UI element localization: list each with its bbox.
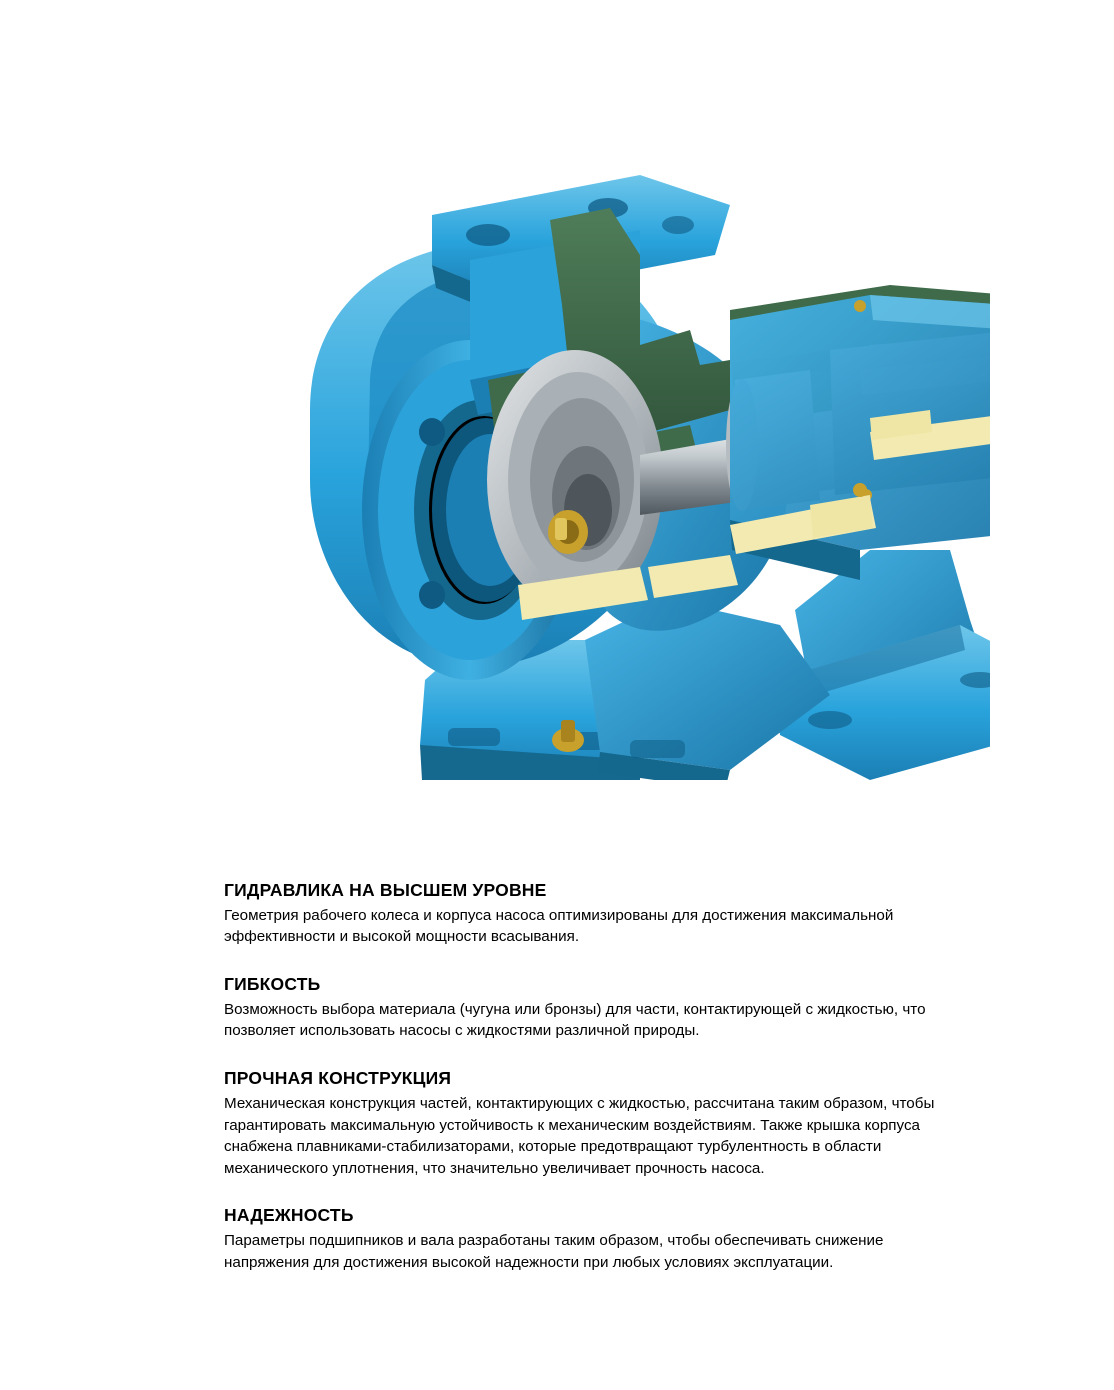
section-title-hydraulics: ГИДРАВЛИКА НА ВЫСШЕМ УРОВНЕ xyxy=(224,880,547,900)
feature-section-construction xyxy=(224,1068,964,1179)
feature-section-reliability xyxy=(224,1205,964,1273)
features-content xyxy=(224,880,964,1273)
section-title-flexibility: ГИБКОСТЬ xyxy=(224,974,321,995)
section-title-construction: ПРОЧНАЯ КОНСТРУКЦИЯ xyxy=(224,1068,452,1089)
feature-section-hydraulics xyxy=(224,880,964,948)
pump-cutaway-drawing xyxy=(170,80,990,780)
feature-section-flexibility xyxy=(224,974,964,1042)
section-title-reliability: НАДЕЖНОСТЬ xyxy=(224,1205,354,1226)
section-body-hydraulics: Геометрия рабочего колеса и корпуса насоса оптимизированы для достижения максимальной эффективности и высокой мощности всасывания. xyxy=(224,906,894,946)
section-body-flexibility: Возможность выбора материала (чугуна или бронзы) для части, контактирующей с жидкостью, что позволяет использовать насосы с жидкостями различной природы. xyxy=(224,1000,926,1040)
section-body-construction: Механическая конструкция частей, контактирующих с жидкостью, рассчитана таким образом, чтобы гарантировать максимальную устойчивость к механическим воздействиям. Также крышка корпуса снабжена плавниками-стабилизаторами, которые предотвращают турбулентность в области механического уплотнения, что значительно увеличивает прочность насоса. xyxy=(224,1094,935,1177)
section-body-reliability: Параметры подшипников и вала разработаны таким образом, чтобы обеспечивать снижение напряжения для достижения высокой надежности при любых условиях эксплуатации. xyxy=(224,1232,884,1271)
pump-illustration xyxy=(170,80,990,780)
